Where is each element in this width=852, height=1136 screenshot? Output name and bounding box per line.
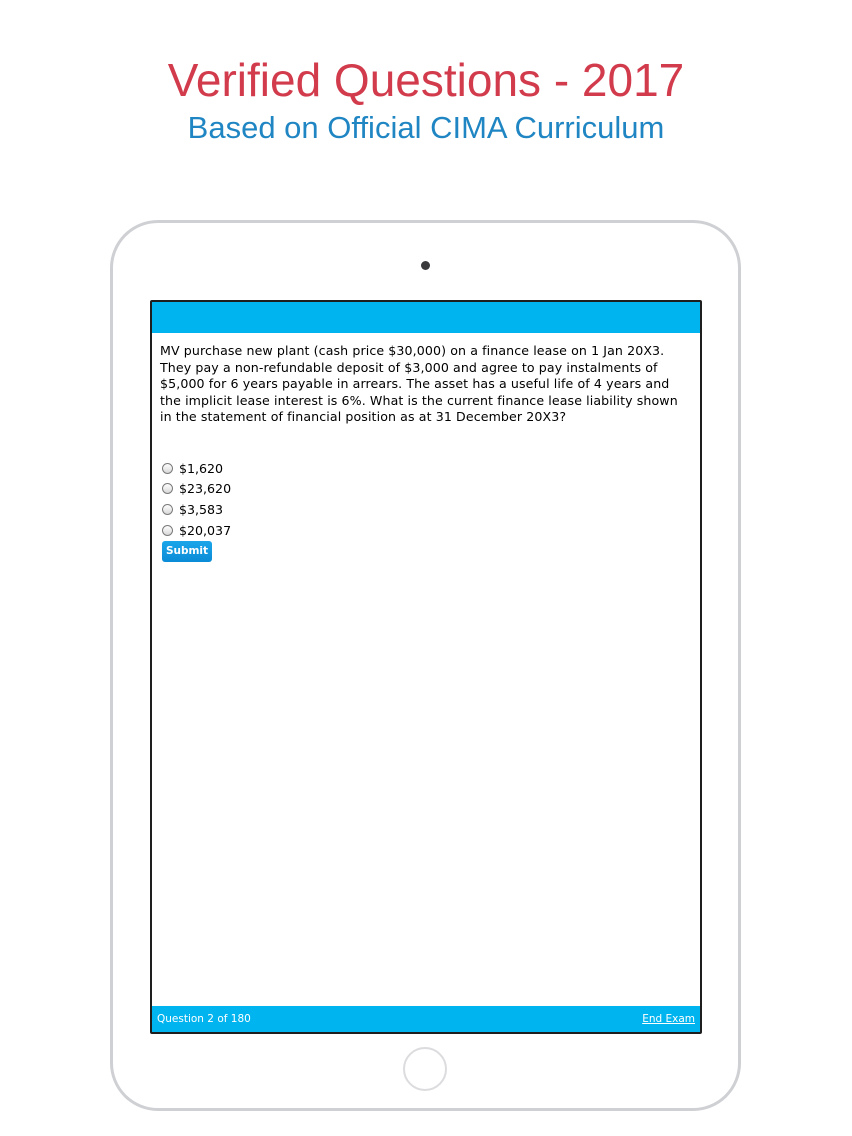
- answer-option-label: $20,037: [179, 522, 232, 538]
- radio-unchecked-icon[interactable]: [162, 525, 173, 536]
- answer-option-4[interactable]: [162, 520, 231, 541]
- answer-option-2[interactable]: [162, 479, 231, 500]
- radio-unchecked-icon[interactable]: [162, 463, 173, 474]
- promo-title: Verified Questions - 2017: [167, 54, 685, 106]
- answer-option-3[interactable]: [162, 499, 231, 520]
- top-header-bar: [152, 302, 700, 333]
- submit-button[interactable]: Submit: [162, 541, 212, 562]
- answer-option-label: $23,620: [179, 481, 232, 497]
- question-counter: Question 2 of 180: [157, 1013, 251, 1025]
- bottom-status-bar: [152, 1006, 700, 1032]
- answer-option-1[interactable]: [162, 458, 231, 479]
- answer-options: [162, 458, 231, 540]
- promo-subtitle: Based on Official CIMA Curriculum: [187, 110, 665, 145]
- end-exam-link[interactable]: End Exam: [642, 1013, 695, 1025]
- radio-unchecked-icon[interactable]: [162, 504, 173, 515]
- answer-option-label: $3,583: [179, 501, 224, 517]
- question-text: MV purchase new plant (cash price $30,000) on a finance lease on 1 Jan 20X3. They pay a non-refundable deposit of $3,000 and agree to pay instalments of $5,000 for 6 years payable in arrears. The asset has a useful life of 4 years and the implicit lease interest is 6%. What is the current finance lease liability shown in the statement of financial position as at 31 December 20X3?: [160, 343, 678, 425]
- camera-dot-icon: [421, 261, 430, 270]
- home-button-icon: [403, 1047, 447, 1091]
- exam-screen: [150, 300, 702, 1034]
- answer-option-label: $1,620: [179, 460, 224, 476]
- radio-unchecked-icon[interactable]: [162, 483, 173, 494]
